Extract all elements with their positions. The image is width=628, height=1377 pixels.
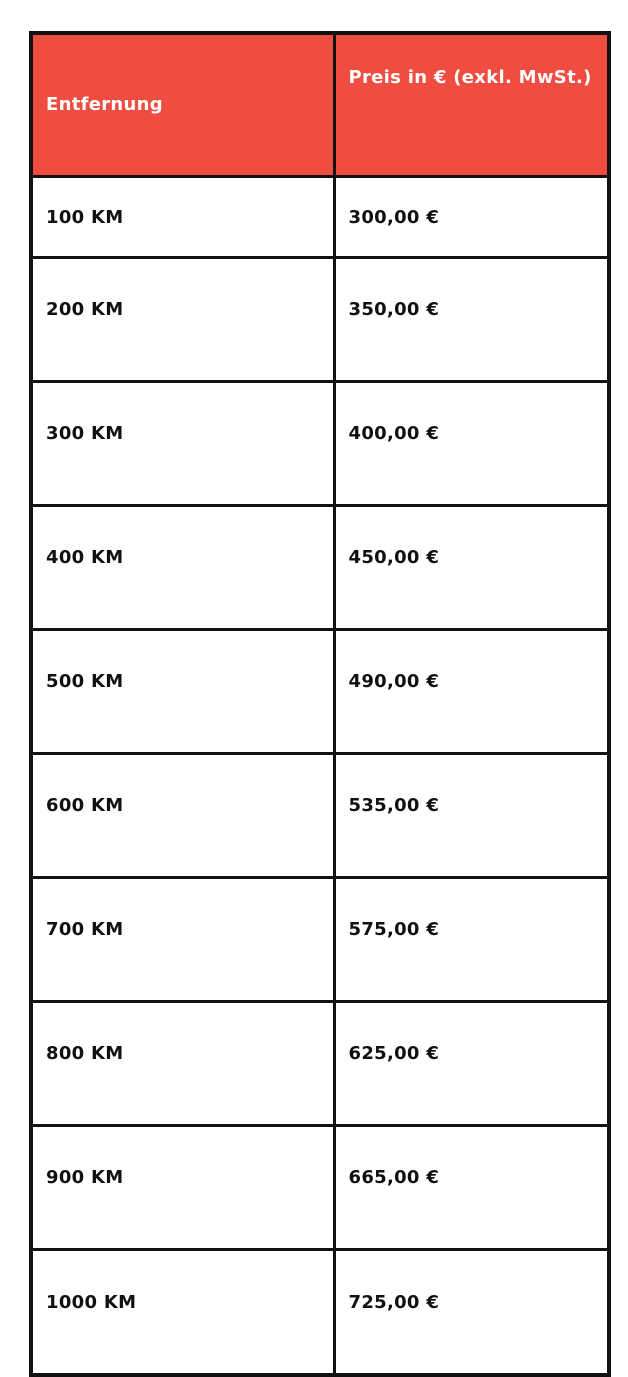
- table-row: [31, 382, 609, 506]
- distance-cell: 1000 KM: [31, 1250, 334, 1376]
- distance-cell: 100 KM: [31, 177, 334, 258]
- price-cell: 490,00 €: [334, 630, 609, 754]
- price-table: [29, 31, 611, 1377]
- distance-cell: 700 KM: [31, 878, 334, 1002]
- distance-cell: 200 KM: [31, 258, 334, 382]
- table-body: [31, 177, 609, 1376]
- price-column-header: Preis in € (exkl. MwSt.): [334, 33, 609, 177]
- table-row: [31, 506, 609, 630]
- price-cell: 535,00 €: [334, 754, 609, 878]
- distance-column-header: Entfernung: [31, 33, 334, 177]
- price-cell: 350,00 €: [334, 258, 609, 382]
- price-cell: 725,00 €: [334, 1250, 609, 1376]
- distance-cell: 900 KM: [31, 1126, 334, 1250]
- price-cell: 665,00 €: [334, 1126, 609, 1250]
- distance-cell: 800 KM: [31, 1002, 334, 1126]
- price-cell: 575,00 €: [334, 878, 609, 1002]
- table-row: [31, 630, 609, 754]
- price-cell: 450,00 €: [334, 506, 609, 630]
- distance-cell: 600 KM: [31, 754, 334, 878]
- table-row: [31, 177, 609, 258]
- table-header: [31, 33, 609, 177]
- distance-cell: 400 KM: [31, 506, 334, 630]
- price-cell: 300,00 €: [334, 177, 609, 258]
- distance-cell: 500 KM: [31, 630, 334, 754]
- table-row: [31, 1002, 609, 1126]
- table-row: [31, 1126, 609, 1250]
- table-row: [31, 258, 609, 382]
- distance-cell: 300 KM: [31, 382, 334, 506]
- table-row: [31, 754, 609, 878]
- table-row: [31, 1250, 609, 1376]
- table-row: [31, 878, 609, 1002]
- price-cell: 625,00 €: [334, 1002, 609, 1126]
- price-cell: 400,00 €: [334, 382, 609, 506]
- header-row: [31, 33, 609, 177]
